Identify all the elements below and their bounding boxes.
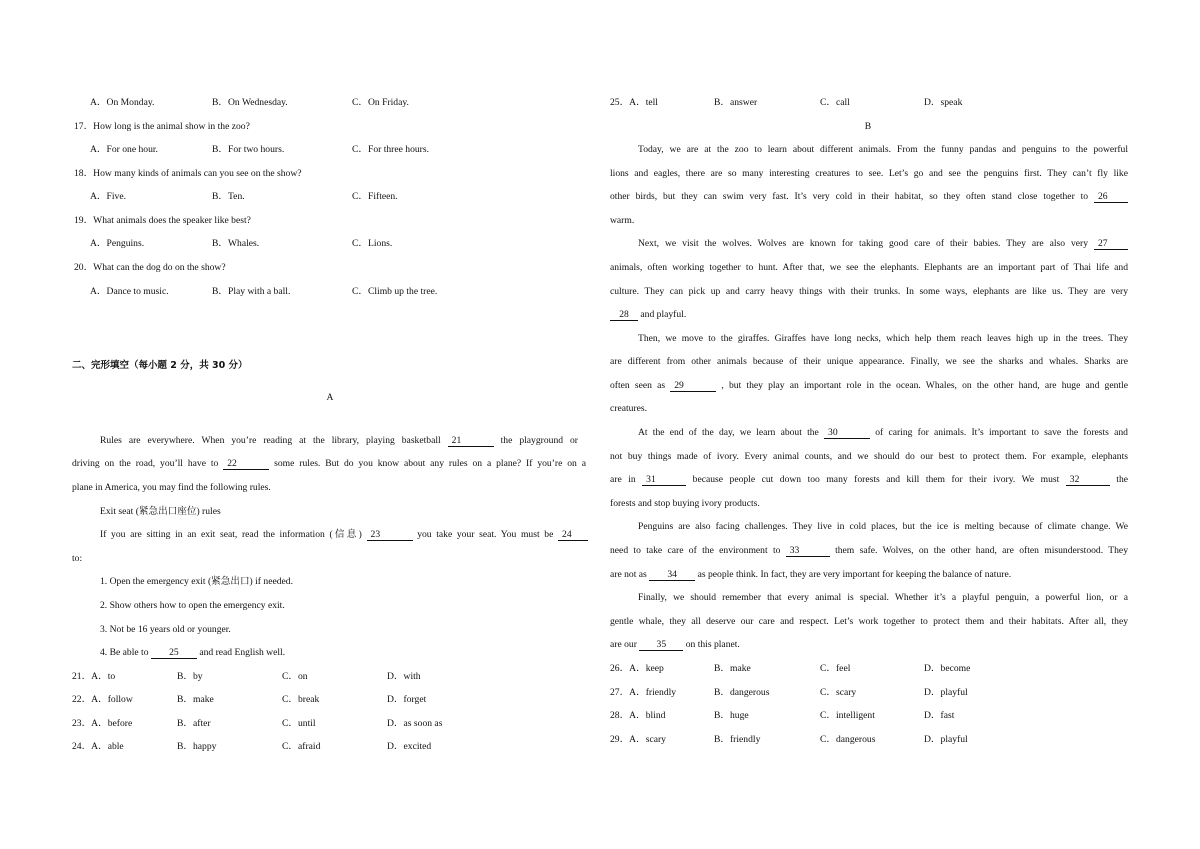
option-b: B．dangerous [714,687,770,698]
blank-21: 21 [448,435,494,447]
option-a: 29．A．scary [610,734,666,745]
passage-b-line-14: not buy things made of ivory. Every animal counts, and we should do our best to protect them. For example, elephants [610,451,1128,462]
passage-b-line-5: Next, we visit the wolves. Wolves are known for taking good care of their babies. They are also very 27 [638,238,1128,250]
passage-b-line-13: At the end of the day, we learn about the 30 of caring for animals. It’s important to save the forests and [638,427,1128,438]
option-d: D．speak [924,97,963,108]
passage-b-line-6: animals, often working together to hunt. After that, we see the elephants. Elephants are an important part of Thai life and [610,262,1128,273]
blank-31: 31 [642,474,686,486]
passage-a-line-5: to: [72,553,83,564]
option-d: D．excited [387,741,432,752]
passage-b-line-10: are different from other animals because of their unique appearance. Finally, we see the sharks and whales. Sharks are [610,356,1128,367]
option-d: D．become [924,663,971,674]
exit-seat-title: Exit seat (紧急出口座位) rules [100,506,221,517]
passage-b-line-15: are in 31 because people cut down too many forests and kill them for their ivory. We must 32 the [610,474,1129,485]
option-a: 21．A．to [72,671,116,682]
option-c: C．intelligent [820,710,875,721]
option-b: B．answer [714,97,758,108]
option-d: D．playful [924,734,968,745]
option-d: D．fast [924,710,955,721]
rule-2: 2. Show others how to open the emergency exit. [100,600,285,611]
passage-b-line-4: warm. [610,215,635,226]
passage-b-line-2: lions and eagles, there are so many interesting creatures to see. Let’s go and see the penguins first. They can’t fly like [610,168,1128,179]
option-a: 22．A．follow [72,694,133,705]
option-c: C．Fifteen. [352,191,398,202]
option-c: C．feel [820,663,851,674]
passage-a-label: A [326,392,334,403]
option-d: D．as soon as [387,718,443,729]
option-c: C．call [820,97,850,108]
blank-26: 26 [1094,191,1128,203]
passage-b-line-21: gentle whale, they all deserve our care and respect. Let’s work together to protect them and their habitats. After all, they [610,616,1128,627]
option-c: C．break [282,694,320,705]
option-a: 23．A．before [72,718,133,729]
blank-32: 32 [1066,474,1110,486]
option-b: B．For two hours. [212,144,285,155]
rule-1: 1. Open the emergency exit (紧急出口) if needed. [100,576,293,587]
passage-b-line-8: 28 and playful. [610,309,686,321]
passage-b-line-1: Today, we are at the zoo to learn about different animals. From the funny pandas and penguins to the powerful [638,144,1128,155]
rule-4: 4. Be able to 25 and read English well. [100,647,286,658]
option-b: B．after [177,718,211,729]
blank-30: 30 [824,427,870,439]
question-19-stem: 19．What animals does the speaker like best? [74,215,251,226]
option-c: C．dangerous [820,734,876,745]
question-18-stem: 18．How many kinds of animals can you see on the show? [74,168,302,179]
option-a: A．For one hour. [90,144,158,155]
option-a: A．On Monday. [90,97,155,108]
passage-b-label: B [864,121,872,132]
passage-a-line-4: If you are sitting in an exit seat, read the information (信息) 23 you take your seat. You must be 24 [100,529,588,541]
option-a: 26．A．keep [610,663,664,674]
blank-25: 25 [151,647,197,659]
passage-b-line-3: other birds, but they can swim very fast. It’s very cold in their habitat, so they often stand close together to 26 [610,191,1128,203]
option-c: C．on [282,671,308,682]
option-b: B．make [714,663,751,674]
blank-24: 24 [558,529,588,541]
passage-b-line-20: Finally, we should remember that every animal is special. Whether it’s a playful penguin, a powerful lion, or a [638,592,1128,603]
option-c: C．For three hours. [352,144,430,155]
option-d: D．playful [924,687,968,698]
question-17-stem: 17．How long is the animal show in the zoo? [74,121,250,132]
passage-b-line-19: are not as 34 as people think. In fact, they are very important for keeping the balance of nature. [610,569,1012,580]
blank-34: 34 [649,569,695,581]
option-b: B．Ten. [212,191,245,202]
blank-27: 27 [1094,238,1128,250]
option-b: B．huge [714,710,749,721]
blank-28: 28 [610,309,638,321]
option-a: A．Dance to music. [90,286,169,297]
blank-35: 35 [639,639,683,651]
option-a: 24．A．able [72,741,124,752]
option-a: 25．A．tell [610,97,658,108]
option-b: B．happy [177,741,217,752]
passage-a-line-3: plane in America, you may find the following rules. [72,482,271,493]
passage-b-line-18: need to take care of the environment to 33 them safe. Wolves, on the other hand, are often misunderstood. They [610,545,1128,556]
option-c: C．until [282,718,316,729]
option-b: B．Whales. [212,238,260,249]
blank-33: 33 [786,545,830,557]
option-b: B．friendly [714,734,761,745]
rule-3: 3. Not be 16 years old or younger. [100,624,231,635]
option-a: A．Five. [90,191,126,202]
option-b: B．Play with a ball. [212,286,291,297]
option-b: B．by [177,671,203,682]
option-a: A．Penguins. [90,238,145,249]
option-b: B．On Wednesday. [212,97,288,108]
blank-22: 22 [223,458,269,470]
passage-b-line-11: often seen as 29 , but they play an important role in the ocean. Whales, on the other hand, are huge and gentle [610,380,1128,391]
passage-b-line-12: creatures. [610,403,648,414]
option-d: D．with [387,671,421,682]
option-c: C．On Friday. [352,97,409,108]
passage-b-line-16: forests and stop buying ivory products. [610,498,760,509]
blank-29: 29 [670,380,716,392]
section-title: 二、完形填空（每小题 2 分，共 30 分） [72,360,248,371]
option-a: 27．A．friendly [610,687,677,698]
question-20-stem: 20．What can the dog do on the show? [74,262,226,273]
option-d: D．forget [387,694,427,705]
blank-23: 23 [367,529,413,541]
option-c: C．afraid [282,741,321,752]
option-c: C．scary [820,687,857,698]
option-c: C．Lions. [352,238,393,249]
option-b: B．make [177,694,214,705]
passage-b-line-9: Then, we move to the giraffes. Giraffes have long necks, which help them reach leaves high up in the trees. They [638,333,1128,344]
passage-b-line-17: Penguins are also facing challenges. They live in cold places, but the ice is melting because of climate change. We [638,521,1128,532]
passage-b-line-22: are our 35 on this planet. [610,639,740,650]
option-c: C．Climb up the tree. [352,286,438,297]
passage-a-line-1: Rules are everywhere. When you’re reading at the library, playing basketball 21 the playground or [100,435,579,446]
option-a: 28．A．blind [610,710,666,721]
passage-a-line-2: driving on the road, you’ll have to 22 some rules. But do you know about any rules on a plane? If you’re on a [72,458,586,469]
passage-b-line-7: culture. They can pick up and carry heavy things with their trunks. In some ways, elephants are like us. They are very [610,286,1128,297]
